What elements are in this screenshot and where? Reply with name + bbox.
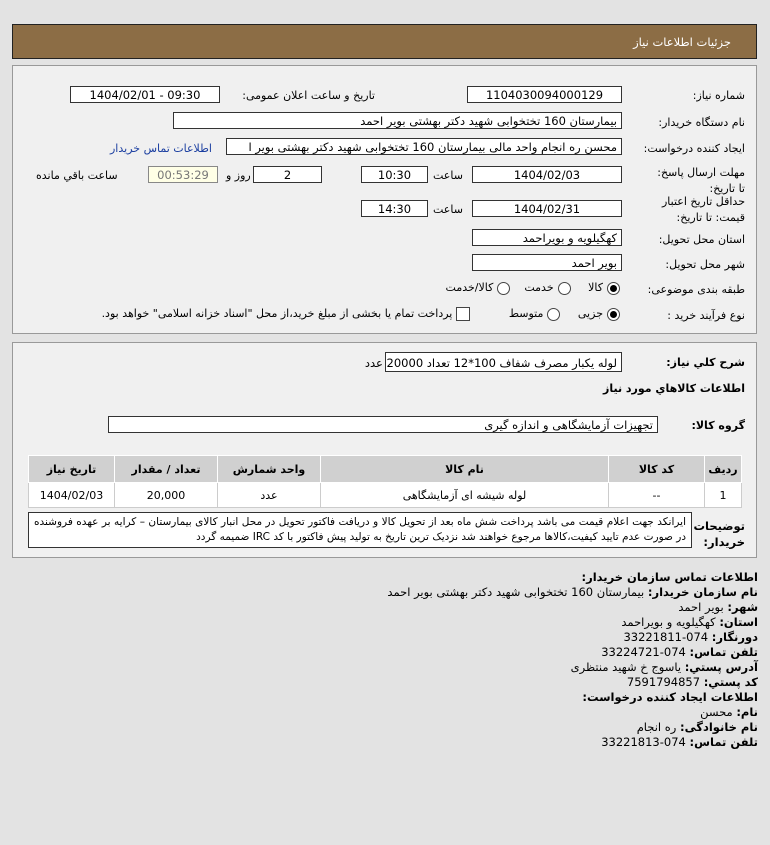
col-date: تاریخ نیاز [29,456,115,483]
table-header-row [29,456,742,483]
group-label: گروه کالا: [691,419,745,432]
city-field[interactable]: بویر احمد [472,254,622,271]
postal-label: کد پستي: [703,675,758,689]
items-title: اطلاعات کالاهاي مورد نياز [603,382,745,395]
validity-label: حداقل تاریخ اعتبار قیمت: تا تاریخ: [661,195,745,224]
creator-phone-value: 074-33221813 [601,735,686,749]
cell-name: لوله شیشه ای آزمایشگاهی [321,483,609,508]
org-value: بیمارستان 160 تختخوابی شهید دکتر بهشتی بویر احمد [387,585,645,599]
creator-label: ایجاد کننده درخواست: [643,142,745,155]
deadline-time-label: ساعت [433,169,463,182]
validity-time-field[interactable]: 14:30 [361,200,428,217]
name-label: نام: [736,705,758,719]
deadline-date-field[interactable]: 1404/02/03 [472,166,622,183]
creator-info-title: اطلاعات ایجاد کننده درخواست: [582,690,758,704]
buyer-field[interactable]: بیمارستان 160 تختخوابی شهید دکتر بهشتی بویر احمد [173,112,622,129]
col-unit: واحد شمارش [218,456,321,483]
buyer-contact-section [18,570,758,750]
org-label: نام سازمان خریدار: [647,585,758,599]
notes-field: ایرانکد جهت اعلام قیمت می باشد پرداخت شش ماه بعد از تحویل کالا و دریافت فاکتور تحویل در محل انبار کالای بیمارستان – کرایه بر عهده فروشنده در صورت عدم تایید کیفیت،کالاها مرجوع خواهند شد نزدیک ترین تاریخ به تولید پیش فاکتور با کد IRC ضمیمه گردد [28,512,692,548]
col-qty: تعداد / مقدار [115,456,218,483]
deadline-label: مهلت ارسال پاسخ: تا تاریخ: [657,166,745,195]
province-field[interactable]: کهگیلویه و بویراحمد [472,229,622,246]
validity-date-field[interactable]: 1404/02/31 [472,200,622,217]
summary-label: شرح کلي نياز: [666,356,745,369]
category-both-radio[interactable]: کالا/خدمت [446,281,511,294]
buyer-contact-link[interactable]: اطلاعات تماس خریدار [110,142,212,155]
notes-label: توضیحات خریدار: [693,519,745,549]
col-row: ردیف [705,456,742,483]
creator-phone-label: تلفن تماس: [689,735,758,749]
announce-field[interactable]: 1404/02/01 - 09:30 [70,86,220,103]
province-value: کهگیلویه و بویراحمد [621,615,716,629]
radio-checked-icon [607,308,620,321]
category-label: طبقه بندی موضوعی: [647,283,745,296]
city-label: شهر محل تحویل: [665,258,745,271]
address-label: آدرس پستي: [684,660,758,674]
category-radio-group [446,281,620,295]
city-value: بویر احمد [678,600,724,614]
category-service-radio[interactable]: خدمت [524,281,570,294]
radio-icon [497,282,510,295]
radio-checked-icon [607,282,620,295]
phone-label: تلفن تماس: [689,645,758,659]
family-label: نام خانوادگی: [680,720,758,734]
page-header [12,24,757,59]
creator-field[interactable]: محسن ره انجام واحد مالی بیمارستان 160 تختخوابی شهید دکتر بهشتی بویر ا [226,138,622,155]
col-code: کد کالا [609,456,705,483]
need-number-field[interactable]: 1104030094000129 [467,86,622,103]
announce-label: تاریخ و ساعت اعلان عمومی: [242,89,375,102]
address-value: یاسوج خ شهید منتظری [570,660,682,674]
treasury-payment-checkbox[interactable]: پرداخت تمام یا بخشی از مبلغ خرید،از محل "اسناد خزانه اسلامی" خواهد بود. [102,307,471,320]
group-field[interactable]: تجهیزات آزمایشگاهی و اندازه گیری [108,416,658,433]
province-label: استان: [719,615,758,629]
cell-unit: عدد [218,483,321,508]
phone-value: 074-33224721 [601,645,686,659]
buyer-label: نام دستگاه خریدار: [658,116,745,129]
need-number-label: شماره نیاز: [692,89,745,102]
city-label: شهر: [727,600,758,614]
col-name: نام کالا [321,456,609,483]
radio-icon [558,282,571,295]
fax-label: دورنگار: [711,630,758,644]
remaining-time-field: 00:53:29 [148,166,218,183]
category-goods-radio[interactable]: کالا [588,281,620,294]
cell-date: 1404/02/03 [29,483,115,508]
radio-icon [547,308,560,321]
family-value: ره انجام [636,720,677,734]
items-table [28,455,742,508]
process-minor-radio[interactable]: جزیی [578,307,620,320]
deadline-time-field[interactable]: 10:30 [361,166,428,183]
cell-code: -- [609,483,705,508]
days-label: روز و [226,169,251,182]
contact-title: اطلاعات تماس سازمان خریدار: [581,570,758,584]
name-value: محسن [700,705,733,719]
page-title: جزئیات اطلاعات نیاز [633,35,731,49]
validity-time-label: ساعت [433,203,463,216]
province-label: استان محل تحویل: [658,233,745,246]
cell-row: 1 [705,483,742,508]
days-field[interactable]: 2 [253,166,322,183]
process-medium-radio[interactable]: متوسط [509,307,561,320]
summary-field[interactable]: لوله یکبار مصرف شفاف 100*12 تعداد 20000 عدد [385,352,622,372]
fax-value: 074-33221811 [623,630,709,644]
cell-qty: 20,000 [115,483,218,508]
table-row [29,483,742,508]
remaining-label: ساعت باقي مانده [36,169,118,182]
process-label: نوع فرآیند خرید : [667,309,745,322]
checkbox-icon [456,307,470,321]
process-radio-group [102,307,620,321]
postal-value: 7591794857 [626,675,701,689]
